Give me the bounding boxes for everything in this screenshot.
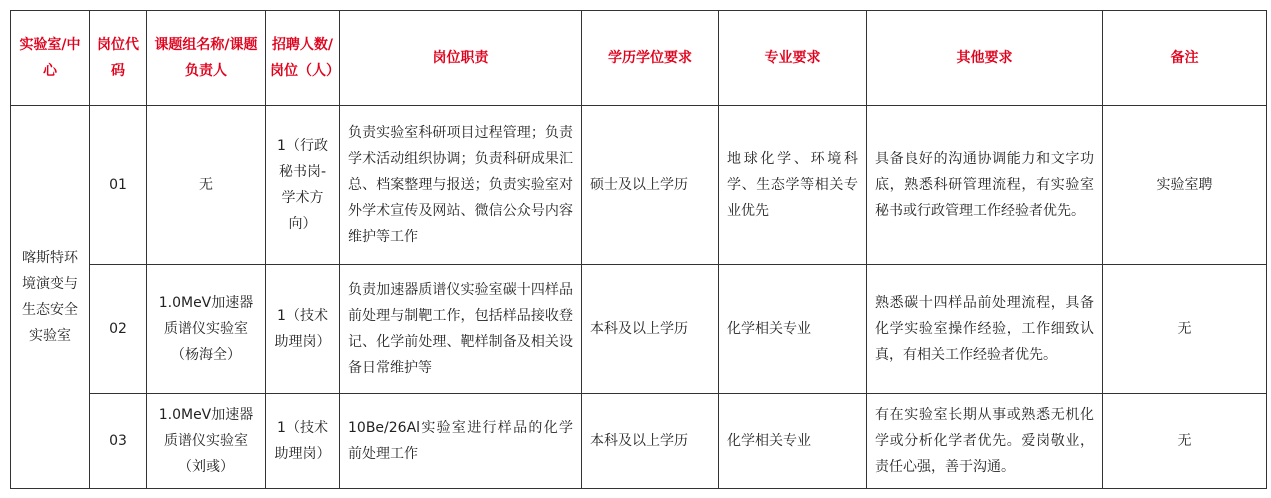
major-cell: 化学相关专业 bbox=[719, 265, 867, 394]
position-code-cell: 01 bbox=[90, 106, 147, 265]
header-other: 其他要求 bbox=[867, 11, 1103, 106]
table-row bbox=[11, 106, 1267, 265]
table-header-row bbox=[11, 11, 1267, 106]
header-degree: 学历学位要求 bbox=[582, 11, 719, 106]
header-duties: 岗位职责 bbox=[340, 11, 582, 106]
lab-name-cell: 喀斯特环境演变与生态安全实验室 bbox=[11, 106, 90, 489]
header-major: 专业要求 bbox=[719, 11, 867, 106]
note-cell: 无 bbox=[1103, 265, 1267, 394]
group-name-cell: 1.0MeV加速器质谱仪实验室（刘彧） bbox=[147, 394, 266, 489]
degree-cell: 本科及以上学历 bbox=[582, 265, 719, 394]
group-name-cell: 1.0MeV加速器质谱仪实验室（杨海全） bbox=[147, 265, 266, 394]
other-requirements-cell: 有在实验室长期从事或熟悉无机化学或分析化学者优先。爱岗敬业，责任心强，善于沟通。 bbox=[867, 394, 1103, 489]
position-code-cell: 03 bbox=[90, 394, 147, 489]
note-cell: 无 bbox=[1103, 394, 1267, 489]
other-requirements-cell: 熟悉碳十四样品前处理流程，具备化学实验室操作经验，工作细致认真，有相关工作经验者优先。 bbox=[867, 265, 1103, 394]
header-lab: 实验室/中心 bbox=[11, 11, 90, 106]
recruitment-table bbox=[10, 10, 1267, 489]
degree-cell: 本科及以上学历 bbox=[582, 394, 719, 489]
group-name-cell: 无 bbox=[147, 106, 266, 265]
header-quota: 招聘人数/岗位（人） bbox=[266, 11, 340, 106]
major-cell: 化学相关专业 bbox=[719, 394, 867, 489]
header-note: 备注 bbox=[1103, 11, 1267, 106]
duties-cell: 10Be/26Al实验室进行样品的化学前处理工作 bbox=[340, 394, 582, 489]
table-row bbox=[11, 394, 1267, 489]
duties-cell: 负责实验室科研项目过程管理；负责学术活动组织协调；负责科研成果汇总、档案整理与报送；负责实验室对外学术宣传及网站、微信公众号内容维护等工作 bbox=[340, 106, 582, 265]
other-requirements-cell: 具备良好的沟通协调能力和文字功底，熟悉科研管理流程，有实验室秘书或行政管理工作经验者优先。 bbox=[867, 106, 1103, 265]
position-code-cell: 02 bbox=[90, 265, 147, 394]
degree-cell: 硕士及以上学历 bbox=[582, 106, 719, 265]
quota-cell: 1（技术助理岗） bbox=[266, 394, 340, 489]
major-cell: 地球化学、环境科学、生态学等相关专业优先 bbox=[719, 106, 867, 265]
duties-cell: 负责加速器质谱仪实验室碳十四样品前处理与制靶工作，包括样品接收登记、化学前处理、靶样制备及相关设备日常维护等 bbox=[340, 265, 582, 394]
quota-cell: 1（技术助理岗） bbox=[266, 265, 340, 394]
table-row bbox=[11, 265, 1267, 394]
header-code: 岗位代码 bbox=[90, 11, 147, 106]
header-group: 课题组名称/课题负责人 bbox=[147, 11, 266, 106]
note-cell: 实验室聘 bbox=[1103, 106, 1267, 265]
quota-cell: 1（行政秘书岗-学术方向） bbox=[266, 106, 340, 265]
